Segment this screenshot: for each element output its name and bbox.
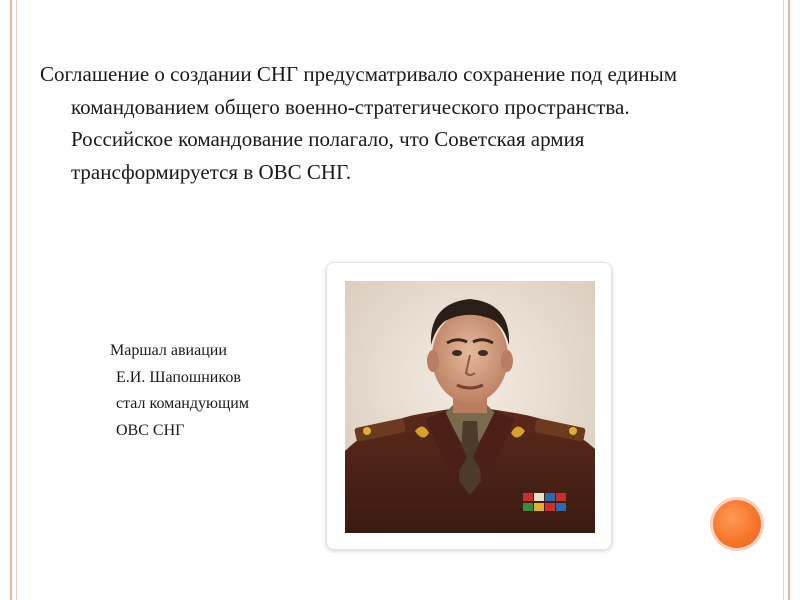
caption-line-4: ОВС СНГ	[116, 421, 185, 439]
main-paragraph: Соглашение о создании СНГ предусматривало сохранение под единым командованием общего военно-стратегического пространства. Российское командование полагало, что Советская армия трансформируется в ОВС СНГ.	[40, 62, 678, 184]
orange-accent-circle	[713, 500, 761, 548]
caption-line-2: Е.И. Шапошников	[116, 368, 241, 386]
photo-caption	[110, 338, 330, 444]
caption-line-3: стал командующим	[116, 395, 249, 412]
portrait-photo-frame	[326, 262, 612, 550]
slide-body-text	[40, 58, 680, 188]
portrait-illustration	[345, 281, 595, 533]
portrait-photo	[345, 281, 595, 533]
caption-line-1: Маршал авиации	[110, 342, 227, 359]
